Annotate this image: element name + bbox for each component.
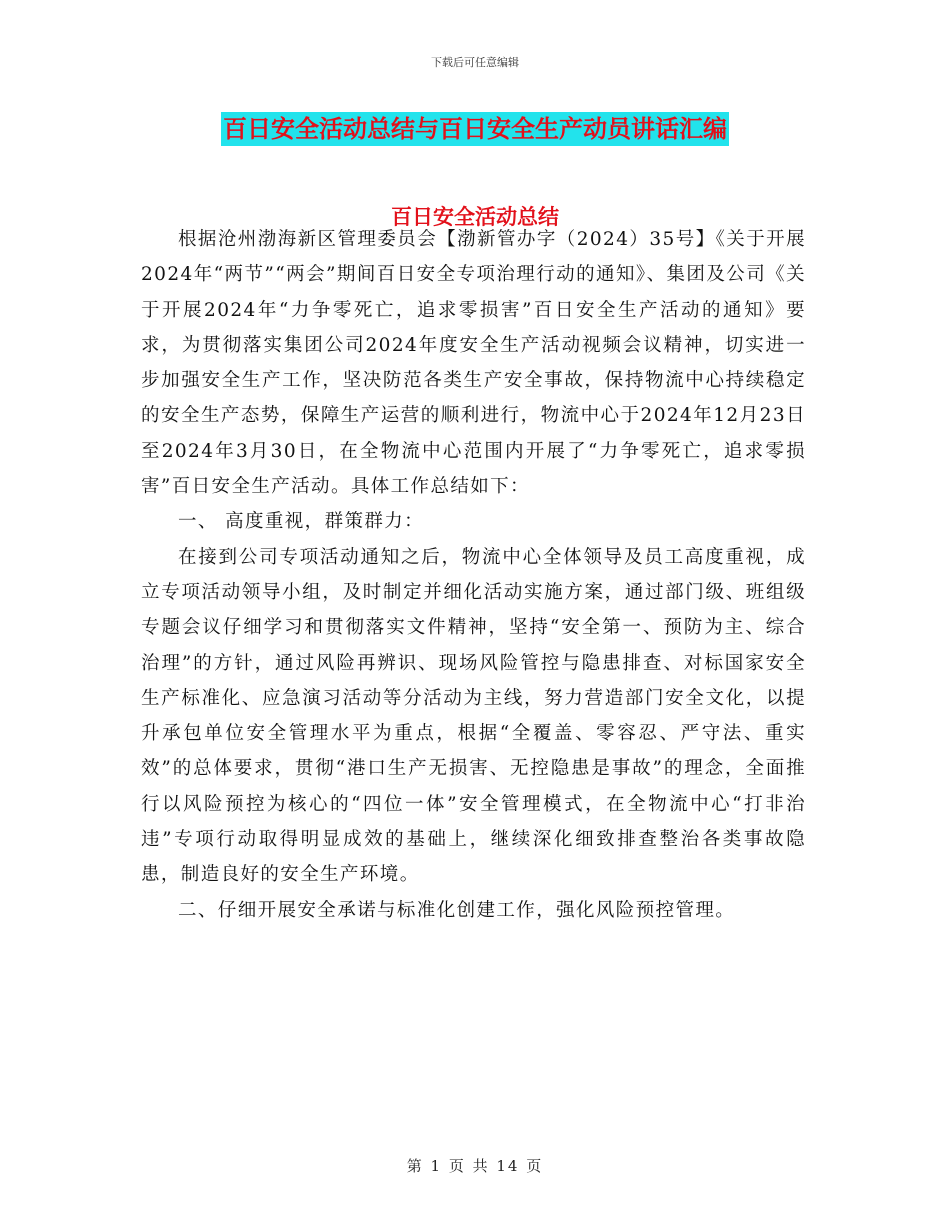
- document-title: 百日安全活动总结与百日安全生产动员讲话汇编: [221, 112, 729, 146]
- section-title: 百日安全活动总结: [391, 205, 559, 229]
- paragraph-intro: 根据沧州渤海新区管理委员会【渤新管办字（2024）35号】《关于开展2024年“两节”“两会”期间百日安全专项治理行动的通知》、集团及公司《关于开展2024年“力争零死亡，追求零损害”百日安全生产活动的通知》要求，为贯彻落实集团公司2024年度安全生产活动视频会议精神，切实进一步加强安全生产工作，坚决防范各类生产安全事故，保持物流中心持续稳定的安全生产态势，保障生产运营的顺利进行，物流中心于2024年12月23日至2024年3月30日，在全物流中心范围内开展了“力争零死亡，追求零损害”百日安全生产活动。具体工作总结如下：: [141, 229, 806, 498]
- paragraph-heading-2: 二、仔细开展安全承诺与标准化创建工作，强化风险预控管理。: [178, 899, 736, 921]
- document-title-container: [0, 112, 950, 146]
- paragraph-section-1: 在接到公司专项活动通知之后，物流中心全体领导及员工高度重视，成立专项活动领导小组，及时制定并细化活动实施方案，通过部门级、班组级专题会议仔细学习和贯彻落实文件精神，坚持“安全第一、预防为主、综合治理”的方针，通过风险再辨识、现场风险管控与隐患排查、对标国家安全生产标准化、应急演习活动等分活动为主线，努力营造部门安全文化，以提升承包单位安全管理水平为重点，根据“全覆盖、零容忍、严守法、重实效”的总体要求，贯彻“港口生产无损害、无控隐患是事故”的理念，全面推行以风险预控为核心的“四位一体”安全管理模式，在全物流中心“打非治违”专项行动取得明显成效的基础上，继续深化细致排查整治各类事故隐患，制造良好的安全生产环境。: [141, 546, 806, 886]
- document-body: [141, 222, 806, 928]
- paragraph-heading-1: 一、 高度重视，群策群力：: [178, 511, 425, 533]
- header-note: 下载后可任意编辑: [431, 56, 519, 69]
- page-footer: 第 1 页 共 14 页: [406, 1157, 544, 1175]
